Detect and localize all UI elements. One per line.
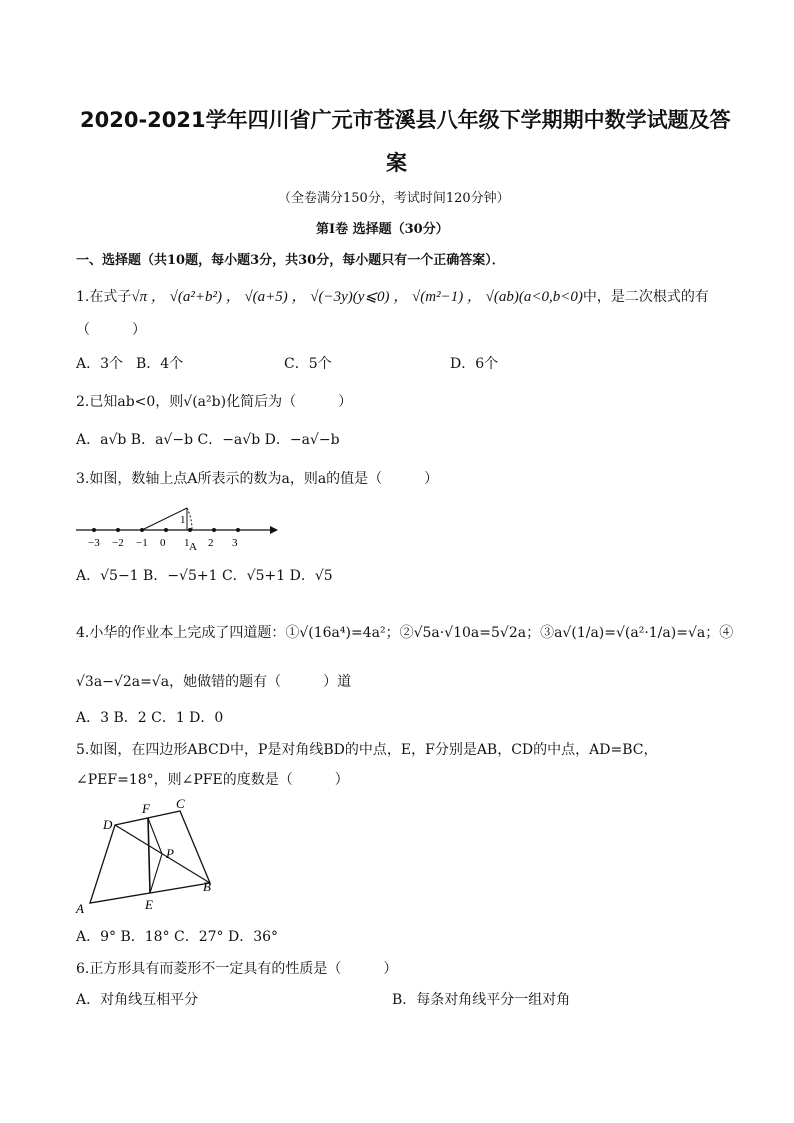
tick-point [92, 528, 96, 532]
segment-fp [148, 818, 162, 854]
page-title-line-2: 案 [386, 151, 407, 175]
question-6-option-a: A．对角线互相平分 [76, 992, 199, 1008]
question-4-stem-line-1: 4.小华的作业本上完成了四道题：①√(16a⁴)=4a²；②√5a·√10a=5√2a；③a√(1/a)=√(a²·1/a)=√a；④ [76, 625, 734, 641]
point-a-label: A [189, 541, 197, 553]
volume-title: 第Ⅰ卷 选择题（30分） [316, 222, 449, 237]
question-4-stem-line-2: √3a−√2a=√a，她做错的题有（ ）道 [76, 674, 352, 690]
question-1-expressions: √π ， √(a²+b²) ， √(a+5) ， √(−3y)(y⩽0) ， √(m²−1) ， √(ab)(a<0,b<0) [131, 289, 583, 305]
point-e-label: E [145, 897, 153, 912]
compass-arc [187, 508, 192, 530]
tick-point [236, 528, 240, 532]
question-5-options: A．9° B．18° C．27° D．36° [76, 929, 279, 945]
question-1-option-c: C．5个 [284, 356, 332, 372]
question-6-option-b: B．每条对角线平分一组对角 [392, 992, 571, 1008]
question-4-options: A．3 B．2 C．1 D．0 [76, 710, 224, 726]
tick-label: 3 [232, 537, 238, 549]
segment-ef [148, 818, 150, 893]
question-1-option-b: B．4个 [136, 356, 184, 372]
question-1-option-a: A．3个 [76, 356, 124, 372]
question-1-option-d: D．6个 [450, 356, 499, 372]
tick-point [188, 528, 192, 532]
segment-ep [150, 854, 162, 893]
question-5-stem-line-2: ∠PEF=18°，则∠PFE的度数是（ ） [76, 772, 349, 788]
tick-point [116, 528, 120, 532]
vertex-c-label: C [176, 796, 185, 811]
question-1-stem [76, 285, 709, 306]
number-line-figure [72, 492, 282, 554]
number-line-ticks [88, 528, 240, 549]
quadrilateral-figure [70, 795, 230, 917]
question-1-prefix: 1.在式子 [76, 289, 132, 305]
vertex-b-label: B [203, 879, 211, 894]
number-line-arrow [270, 526, 278, 534]
question-1-stem-line-2: （ ） [76, 322, 146, 338]
height-label: 1 [180, 514, 186, 526]
tick-label: −1 [136, 537, 148, 549]
tick-point [164, 528, 168, 532]
question-3-stem: 3.如图，数轴上点A所表示的数为a，则a的值是（ ） [76, 471, 439, 487]
point-f-label: F [142, 801, 150, 816]
tick-point [212, 528, 216, 532]
page-title-line-1: 2020-2021学年四川省广元市苍溪县八年级下学期期中数学试题及答 [80, 108, 731, 132]
question-2-options: A．a√b B．a√−b C．−a√b D．−a√−b [76, 432, 340, 448]
tick-label: 0 [160, 537, 166, 549]
tick-label: 1 [184, 537, 190, 549]
question-6-stem: 6.正方形具有而菱形不一定具有的性质是（ ） [76, 961, 398, 977]
question-1-suffix: 中，是二次根式的有 [582, 289, 709, 305]
question-5-stem-line-1: 5.如图，在四边形ABCD中，P是对角线BD的中点，E，F分别是AB，CD的中点，AD=BC， [76, 742, 658, 758]
tick-label: 2 [208, 537, 214, 549]
section-heading: 一、选择题（共10题，每小题3分，共30分，每小题只有一个正确答案）． [76, 253, 505, 268]
exam-subtitle: （全卷满分150分，考试时间120分钟） [278, 191, 510, 206]
question-2-stem: 2.已知ab<0，则√(a²b)化简后为（ ） [76, 394, 353, 410]
question-3-options: A．√5−1 B．−√5+1 C．√5+1 D．√5 [76, 568, 333, 584]
diagonal-bd [115, 825, 210, 883]
tick-label: −2 [112, 537, 124, 549]
tick-label: −3 [88, 537, 100, 549]
point-p-label: P [166, 846, 174, 861]
vertex-a-label: A [76, 901, 84, 916]
vertex-d-label: D [103, 817, 113, 832]
